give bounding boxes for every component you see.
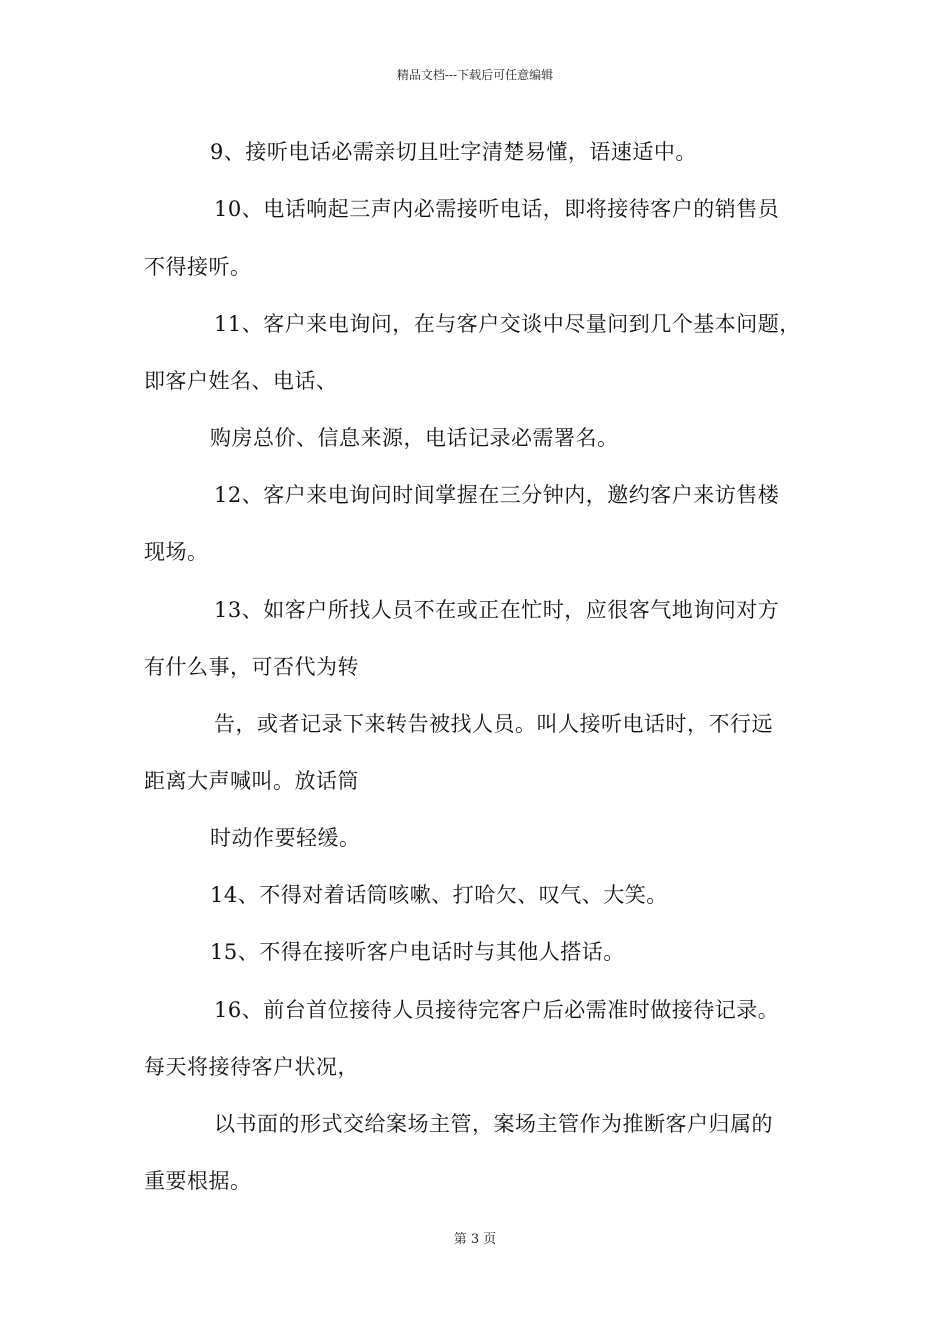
paragraph-line: 有什么事，可否代为转 <box>144 655 359 679</box>
paragraph-line: 现场。 <box>144 540 209 564</box>
paragraph-line: 14、不得对着话筒咳嗽、打哈欠、叹气、大笑。 <box>210 883 668 907</box>
paragraph-line: 不得接听。 <box>144 255 252 279</box>
paragraph-line: 以书面的形式交给案场主管，案场主管作为推断客户归属的 <box>214 1112 773 1136</box>
page-header: 精品文档---下载后可任意编辑 <box>396 68 554 82</box>
paragraph-line: 12、客户来电询问时间掌握在三分钟内，邀约客户来访售楼 <box>214 483 780 507</box>
paragraph-line: 重要根据。 <box>144 1169 252 1193</box>
page-number: 第 3 页 <box>453 1232 497 1247</box>
paragraph-line: 15、不得在接听客户电话时与其他人搭话。 <box>210 940 625 964</box>
paragraph-line: 13、如客户所找人员不在或正在忙时，应很客气地询问对方 <box>214 598 780 622</box>
paragraph-line: 10、电话响起三声内必需接听电话，即将接待客户的销售员 <box>214 197 780 221</box>
paragraph-line: 告，或者记录下来转告被找人员。叫人接听电话时，不行远 <box>214 712 773 736</box>
paragraph-line: 购房总价、信息来源，电话记录必需署名。 <box>210 426 619 450</box>
paragraph-line: 距离大声喊叫。放话筒 <box>144 769 359 793</box>
paragraph-line: 时动作要轻缓。 <box>210 826 361 850</box>
paragraph-line: 9、接听电话必需亲切且吐字清楚易懂，语速适中。 <box>210 140 697 164</box>
paragraph-line: 即客户姓名、电话、 <box>144 369 338 393</box>
paragraph-line: 每天将接待客户状况， <box>144 1055 359 1079</box>
paragraph-line: 11、客户来电询问，在与客户交谈中尽量问到几个基本问题， <box>214 312 801 336</box>
paragraph-line: 16、前台首位接待人员接待完客户后必需准时做接待记录。 <box>214 998 780 1022</box>
